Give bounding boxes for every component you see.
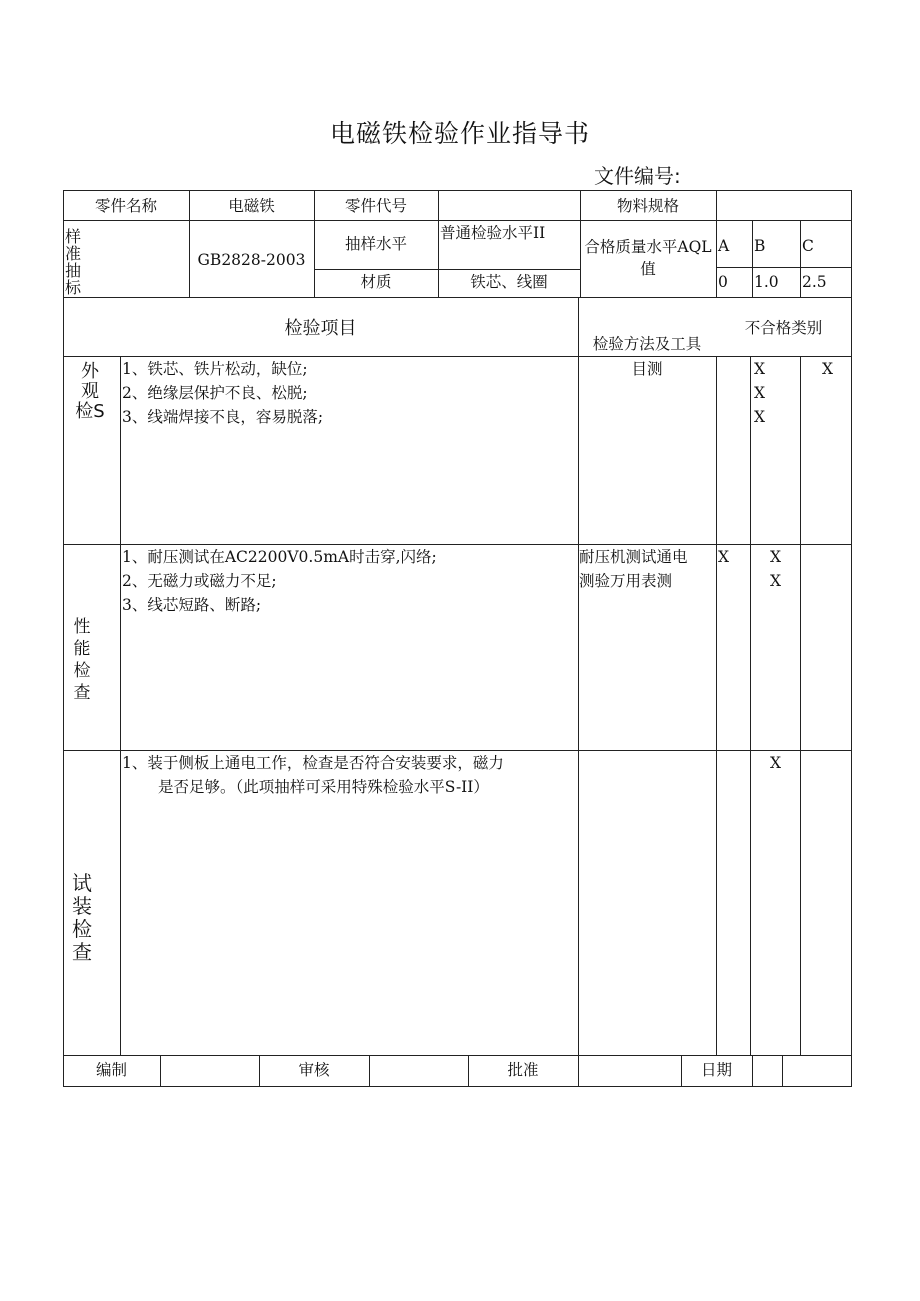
performance-items bbox=[122, 545, 437, 617]
method-line: 耐压机测试通电 bbox=[579, 548, 688, 566]
rule bbox=[63, 190, 852, 191]
mark-c: X bbox=[822, 360, 834, 378]
rule bbox=[800, 220, 801, 297]
mark-b: X bbox=[770, 754, 782, 772]
rule bbox=[716, 356, 717, 1055]
method-tools-heading: 检验方法及工具 bbox=[592, 335, 702, 353]
mark-b: X bbox=[754, 408, 766, 426]
prepared-label: 编制 bbox=[95, 1061, 127, 1079]
rule bbox=[578, 297, 579, 1055]
mark-b: X bbox=[770, 572, 782, 590]
appearance-items bbox=[122, 357, 323, 429]
material-spec-label: 物料规格 bbox=[616, 197, 679, 215]
defect-class-heading: 不合格类别 bbox=[744, 319, 823, 337]
rule bbox=[750, 356, 751, 1055]
rule bbox=[716, 190, 717, 297]
inspection-sheet bbox=[63, 190, 852, 1087]
list-item: 2、无磁力或磁力不足; bbox=[122, 572, 277, 590]
list-item: 2、绝缘层保护不良、松脱; bbox=[122, 384, 308, 402]
rule bbox=[782, 1055, 783, 1086]
aql-class-a: A bbox=[718, 237, 730, 255]
part-code-label: 零件代号 bbox=[344, 197, 407, 215]
sampling-standard-value: GB2828-2003 bbox=[197, 251, 306, 269]
mark-b: X bbox=[754, 360, 766, 378]
trial-assembly-items bbox=[122, 751, 504, 799]
performance-section-label: 性能检查 bbox=[73, 617, 91, 703]
list-item: 1、铁芯、铁片松动，缺位; bbox=[122, 360, 308, 378]
aql-label: 合格质量水平AQL值 bbox=[584, 238, 712, 278]
date-label: 日期 bbox=[700, 1061, 732, 1079]
part-name-label: 零件名称 bbox=[94, 197, 157, 215]
aql-value-c: 2.5 bbox=[802, 273, 827, 291]
rule bbox=[120, 356, 121, 1055]
appearance-section-label: 外观检S bbox=[75, 361, 105, 422]
appearance-method: 目测 bbox=[631, 360, 663, 378]
part-name-value: 电磁铁 bbox=[228, 197, 275, 215]
rule bbox=[716, 267, 852, 268]
list-item: 1、装于侧板上通电工作，检查是否符合安装要求，磁力 bbox=[122, 754, 504, 772]
rule bbox=[369, 1055, 370, 1086]
list-item: 是否足够。（此项抽样可采用特殊检验水平S-II） bbox=[158, 778, 489, 796]
aql-value-a: 0 bbox=[718, 273, 728, 291]
list-item: 3、线端焊接不良，容易脱落; bbox=[122, 408, 324, 426]
rule bbox=[578, 1055, 579, 1086]
trial-assembly-section-label: 试装检查 bbox=[72, 871, 92, 964]
rule bbox=[63, 220, 852, 221]
performance-method bbox=[579, 545, 688, 593]
material-value: 铁芯、线圈 bbox=[470, 273, 548, 291]
aql-class-c: C bbox=[802, 237, 814, 255]
rule bbox=[63, 1055, 852, 1056]
sampling-level-label: 抽样水平 bbox=[344, 235, 407, 253]
rule bbox=[160, 1055, 161, 1086]
rule bbox=[752, 220, 753, 297]
mark-a: X bbox=[718, 548, 730, 566]
rule bbox=[800, 356, 801, 1055]
rule bbox=[63, 297, 852, 298]
mark-b: X bbox=[754, 384, 766, 402]
approved-label: 批准 bbox=[507, 1061, 539, 1079]
sampling-standard-label: 样准抽标 bbox=[65, 227, 82, 297]
rule bbox=[63, 1086, 852, 1087]
method-line: 测验万用表测 bbox=[579, 572, 673, 590]
reviewed-label: 审核 bbox=[298, 1061, 330, 1079]
sampling-level-value: 普通检验水平II bbox=[440, 224, 546, 242]
rule bbox=[851, 190, 852, 1087]
material-label: 材质 bbox=[360, 273, 392, 291]
aql-class-b: B bbox=[754, 237, 766, 255]
list-item: 3、线芯短路、断路; bbox=[122, 596, 262, 614]
mark-b: X bbox=[770, 548, 782, 566]
inspection-items-heading: 检验项目 bbox=[284, 318, 357, 339]
doc-number-label: 文件编号: bbox=[594, 164, 681, 188]
list-item: 1、耐压测试在AC2200V0.5mA时击穿,闪络; bbox=[122, 548, 437, 566]
rule bbox=[752, 1055, 753, 1086]
document-title: 电磁铁检验作业指导书 bbox=[329, 119, 590, 148]
aql-value-b: 1.0 bbox=[754, 273, 779, 291]
